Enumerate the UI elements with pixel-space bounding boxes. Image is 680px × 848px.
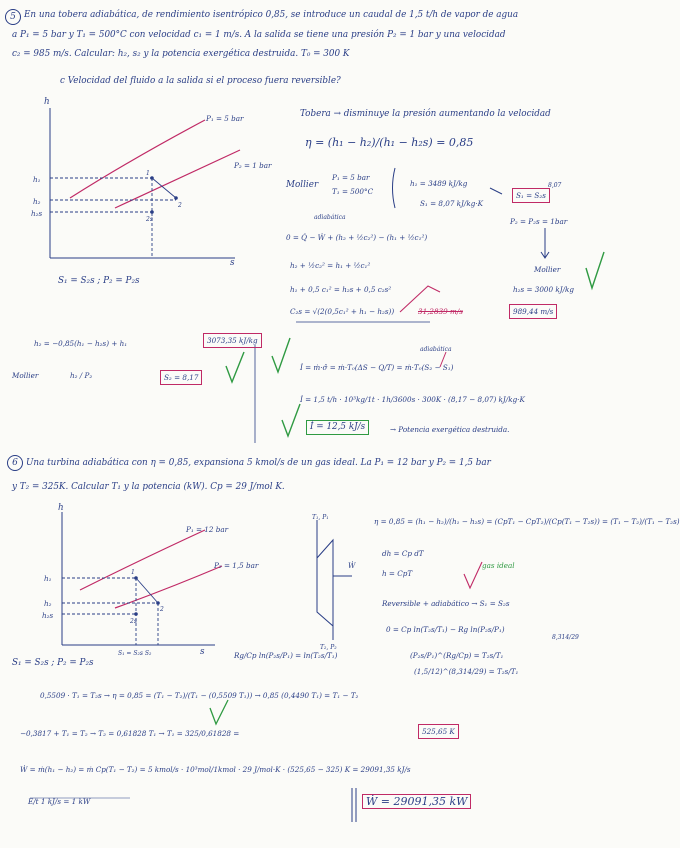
p6-line-3: Ẇ = ṁ(h₁ − h₂) = ṁ Cp(T₁ − T₂) = 5 kmol/s · 10³mol/1kmol · 29 J/mol·K · (525,65 − 325) K = 29091,35 kJ/s xyxy=(20,765,411,774)
p5-point-2: 2 xyxy=(178,202,182,209)
p5-h-axis-label: h xyxy=(44,97,50,107)
p6-h2-label: h₂ xyxy=(44,599,52,608)
p6-turbine-outlet: T₂, P₂ xyxy=(320,644,337,651)
p5-c2s-equation: C₂s = √(2(0,5c₁² + h₁ − h₂s)) xyxy=(290,307,395,316)
p6-s-axis-label: s xyxy=(200,647,205,657)
p5-statement-line-2: a P₁ = 5 bar y T₁ = 500°C con velocidad c₁ = 1 m/s. A la salida se tiene una presión P₂ = 1 bar y una velocidad xyxy=(12,30,506,40)
p5-exergy-result-box: İ = 12,5 kJ/s xyxy=(306,420,369,435)
p5-s-equality-box: S₁ = S₂s xyxy=(512,188,550,203)
p5-mollier2-label: Mollier xyxy=(534,265,561,274)
p6-line-1: 0,5509 · T₁ = T₂s → η = 0,85 = (T₁ − T₂)/(T₁ − (0,5509 T₁)) → 0,85 (0,4490 T₁) = T₁ − T₂ xyxy=(40,691,359,700)
p6-ratio-numeric: (1,5/12)^(8,314/29) = T₂s/T₁ xyxy=(414,667,519,676)
p6-h-axis-label: h xyxy=(58,503,64,513)
p5-s-eq-note: 8,07 xyxy=(548,182,562,189)
p5-mollier-label: Mollier xyxy=(286,180,319,190)
p5-h1-value: h₁ = 3489 kJ/kg xyxy=(410,179,468,188)
p6-point-1: 1 xyxy=(131,569,135,576)
p5-p1-label: P₁ = 5 bar xyxy=(206,114,244,123)
p6-gas-ideal-note: gas ideal xyxy=(482,561,515,570)
p5-energy-eq-2: h₂ + ½c₂² = h₁ + ½c₁² xyxy=(290,261,371,270)
p5-exergy-label: → Potencia exergética destruida. xyxy=(390,425,510,434)
p6-line-2: −0,3817 + T₁ = T₂ → T₂ = 0,61828 T₁ → T₁ = 325/0,61828 = xyxy=(20,729,240,738)
p6-statement-line-1: Una turbina adiabática con η = 0,85, expansiona 5 kmol/s de un gas ideal. La P₁ = 12 bar y P₂ = 1,5 bar xyxy=(26,458,491,468)
p5-energy-eq-3: h₁ + 0,5 c₁² = h₂s + 0,5 c₂s² xyxy=(290,285,392,294)
p5-h2s-label: h₂s xyxy=(31,209,43,218)
p5-h2-equation: h₂ = −0,85(h₁ − h₂s) + h₁ xyxy=(34,339,128,348)
p5-s1-value: S₁ = 8,07 kJ/kg·K xyxy=(420,199,483,208)
p6-line-4: E/t 1 kJ/s = 1 kW xyxy=(28,797,91,806)
p5-h2s-value: h₂s = 3000 kJ/kg xyxy=(513,285,574,294)
p5-statement-line-4: c Velocidad del fluido a la salida si el proceso fuera reversible? xyxy=(60,76,341,86)
p5-statement-line-3: c₂ = 985 m/s. Calcular: h₂, s₂ y la potencia exergética destruida. T₀ = 300 K xyxy=(12,49,350,59)
p6-w-result-box: Ẇ = 29091,35 kW xyxy=(362,794,471,809)
p6-entropy-equation: 0 = Cp ln(T₂s/T₁) − Rg ln(P₂s/P₁) xyxy=(386,625,505,634)
p6-s-marks: S₁ = S₂s S₂ xyxy=(118,650,152,657)
p6-p2-label: P₂ = 1,5 bar xyxy=(214,561,259,570)
p6-p1-label: P₁ = 12 bar xyxy=(186,525,229,534)
p6-statement-line-2: y T₂ = 325K. Calcular T₁ y la potencia (kW). Cp = 29 J/mol K. xyxy=(12,482,285,492)
p5-below-diagram: S₁ = S₂s ; P₂ = P₂s xyxy=(58,276,140,286)
p5-h2-label: h₂ xyxy=(33,197,41,206)
p5-h1-label: h₁ xyxy=(33,175,41,184)
p5-exergy-numeric: İ = 1,5 t/h · 10³kg/1t · 1h/3600s · 300K · (8,17 − 8,07) kJ/kg·K xyxy=(300,395,525,404)
p6-eta-equation: η = 0,85 = (h₁ − h₂)/(h₁ − h₂s) = (CpT₁ − CpT₂)/(Cp(T₁ − T₂s)) = (T₁ − T₂)/(T₁ − T₂s) xyxy=(374,517,680,526)
p6-exponent-note: 8,314/29 xyxy=(552,634,579,641)
p6-reversible-note: Reversible + adiabático → S₁ = S₂s xyxy=(382,599,510,608)
p6-t1-result-box: 525,65 K xyxy=(418,724,459,739)
p6-below-diagram: S₁ = S₂s ; P₂ = P₂s xyxy=(12,658,94,668)
problem-6-number: 6 xyxy=(7,455,23,471)
p5-adiabatica-note: adiabática xyxy=(314,214,346,221)
p5-point-1: 1 xyxy=(146,170,150,177)
p6-dh-equation: dh = Cp dT xyxy=(382,549,424,558)
p5-energy-balance: 0 = Q̇ − Ẇ + (h₂ + ½c₂²) − (h₁ + ½c₁²) xyxy=(286,233,428,242)
p6-point-2: 2 xyxy=(160,606,164,613)
p5-adiabatica2-note: adiabática xyxy=(420,346,452,353)
p5-p2-label: P₂ = 1 bar xyxy=(234,161,272,170)
p5-mollier-h2-label: Mollier xyxy=(12,371,39,380)
p5-point-2s: 2s xyxy=(146,216,153,223)
p6-h1-label: h₁ xyxy=(44,574,52,583)
p5-c2s-result-box: 989,44 m/s xyxy=(509,304,557,319)
p5-p1-value: P₁ = 5 bar xyxy=(332,173,370,182)
p6-h2s-label: h₂s xyxy=(42,611,54,620)
p5-s-axis-label: s xyxy=(230,258,235,268)
p5-s2-result-box: S₂ = 8,17 xyxy=(160,370,202,385)
p6-turbine-work: Ẇ xyxy=(348,561,356,570)
p5-p-equality: P₂ = P₂s = 1bar xyxy=(510,217,568,226)
p6-point-2s: 2s xyxy=(130,618,137,625)
p5-h2-result-box: 3073,35 kJ/kg xyxy=(203,333,262,348)
p5-t1-value: T₁ = 500°C xyxy=(332,187,374,196)
p6-ratio-equation: (P₂s/P₁)^(Rg/Cp) = T₂s/T₁ xyxy=(410,651,504,660)
p5-eta-equation: η = (h₁ − h₂)/(h₁ − h₂s) = 0,85 xyxy=(305,136,474,149)
p5-c2s-crossed: 31,2839 m/s xyxy=(418,307,463,316)
p6-turbine-inlet: T₁, P₁ xyxy=(312,514,329,521)
p5-exergy-equation: İ = ṁ·σ̂ = ṁ·T₀(ΔS − Q/T) = ṁ·T₀(S₂ − S₁) xyxy=(300,363,454,372)
p5-mollier-vars: h₂ / P₂ xyxy=(70,371,93,380)
problem-5-number: 5 xyxy=(5,9,21,25)
p6-h-equation: h = CpT xyxy=(382,569,413,578)
p6-rg-cp-equation: Rg/Cp ln(P₂s/P₁) = ln(T₂s/T₁) xyxy=(234,651,338,660)
p5-heading: Tobera → disminuye la presión aumentando la velocidad xyxy=(300,109,551,119)
p5-statement-line-1: En una tobera adiabática, de rendimiento isentrópico 0,85, se introduce un caudal de 1,5 t/h de vapor de agua xyxy=(24,10,519,20)
